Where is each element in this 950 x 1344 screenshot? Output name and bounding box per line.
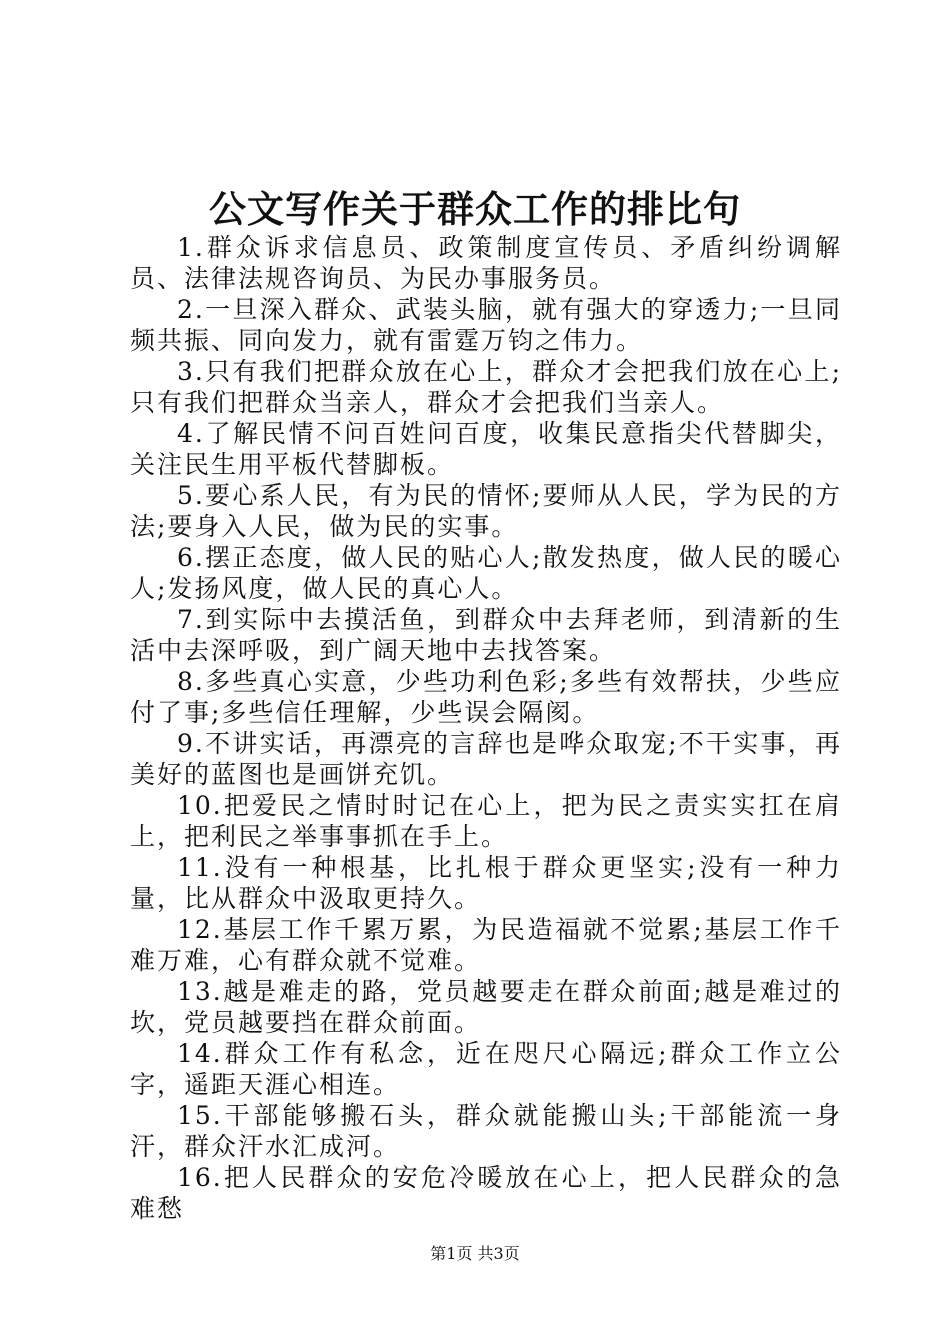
paragraph-8: 8.多些真心实意，少些功利色彩;多些有效帮扶，少些应付了事;多些信任理解，少些误会隔阂。 <box>130 667 842 727</box>
paragraph-3: 3.只有我们把群众放在心上，群众才会把我们放在心上;只有我们把群众当亲人，群众才会把我们当亲人。 <box>130 357 842 417</box>
document-title: 公文写作关于群众工作的排比句 <box>209 188 741 231</box>
paragraph-7: 7.到实际中去摸活鱼，到群众中去拜老师，到清新的生活中去深呼吸，到广阔天地中去找答案。 <box>130 605 842 665</box>
paragraph-5: 5.要心系人民，有为民的情怀;要师从人民，学为民的方法;要身入人民，做为民的实事。 <box>130 481 842 541</box>
document-body <box>130 232 842 1224</box>
paragraph-16: 16.把人民群众的安危冷暖放在心上，把人民群众的急难愁 <box>130 1163 842 1223</box>
paragraph-10: 10.把爱民之情时时记在心上，把为民之责实实扛在肩上，把利民之举事事抓在手上。 <box>130 791 842 851</box>
paragraph-1: 1.群众诉求信息员、政策制度宣传员、矛盾纠纷调解员、法律法规咨询员、为民办事服务员。 <box>130 233 842 293</box>
paragraph-2: 2.一旦深入群众、武装头脑，就有强大的穿透力;一旦同频共振、同向发力，就有雷霆万钧之伟力。 <box>130 295 842 355</box>
paragraph-9: 9.不讲实话，再漂亮的言辞也是哗众取宠;不干实事，再美好的蓝图也是画饼充饥。 <box>130 729 842 789</box>
paragraph-14: 14.群众工作有私念，近在咫尺心隔远;群众工作立公字，遥距天涯心相连。 <box>130 1039 842 1099</box>
page-footer: 第1页 共3页 <box>430 1244 520 1263</box>
paragraph-6: 6.摆正态度，做人民的贴心人;散发热度，做人民的暖心人;发扬风度，做人民的真心人。 <box>130 543 842 603</box>
paragraph-12: 12.基层工作千累万累，为民造福就不觉累;基层工作千难万难，心有群众就不觉难。 <box>130 915 842 975</box>
paragraph-15: 15.干部能够搬石头，群众就能搬山头;干部能流一身汗，群众汗水汇成河。 <box>130 1101 842 1161</box>
paragraph-13: 13.越是难走的路，党员越要走在群众前面;越是难过的坎，党员越要挡在群众前面。 <box>130 977 842 1037</box>
paragraph-11: 11.没有一种根基，比扎根于群众更坚实;没有一种力量，比从群众中汲取更持久。 <box>130 853 842 913</box>
paragraph-4: 4.了解民情不问百姓问百度，收集民意指尖代替脚尖，关注民生用平板代替脚板。 <box>130 419 842 479</box>
